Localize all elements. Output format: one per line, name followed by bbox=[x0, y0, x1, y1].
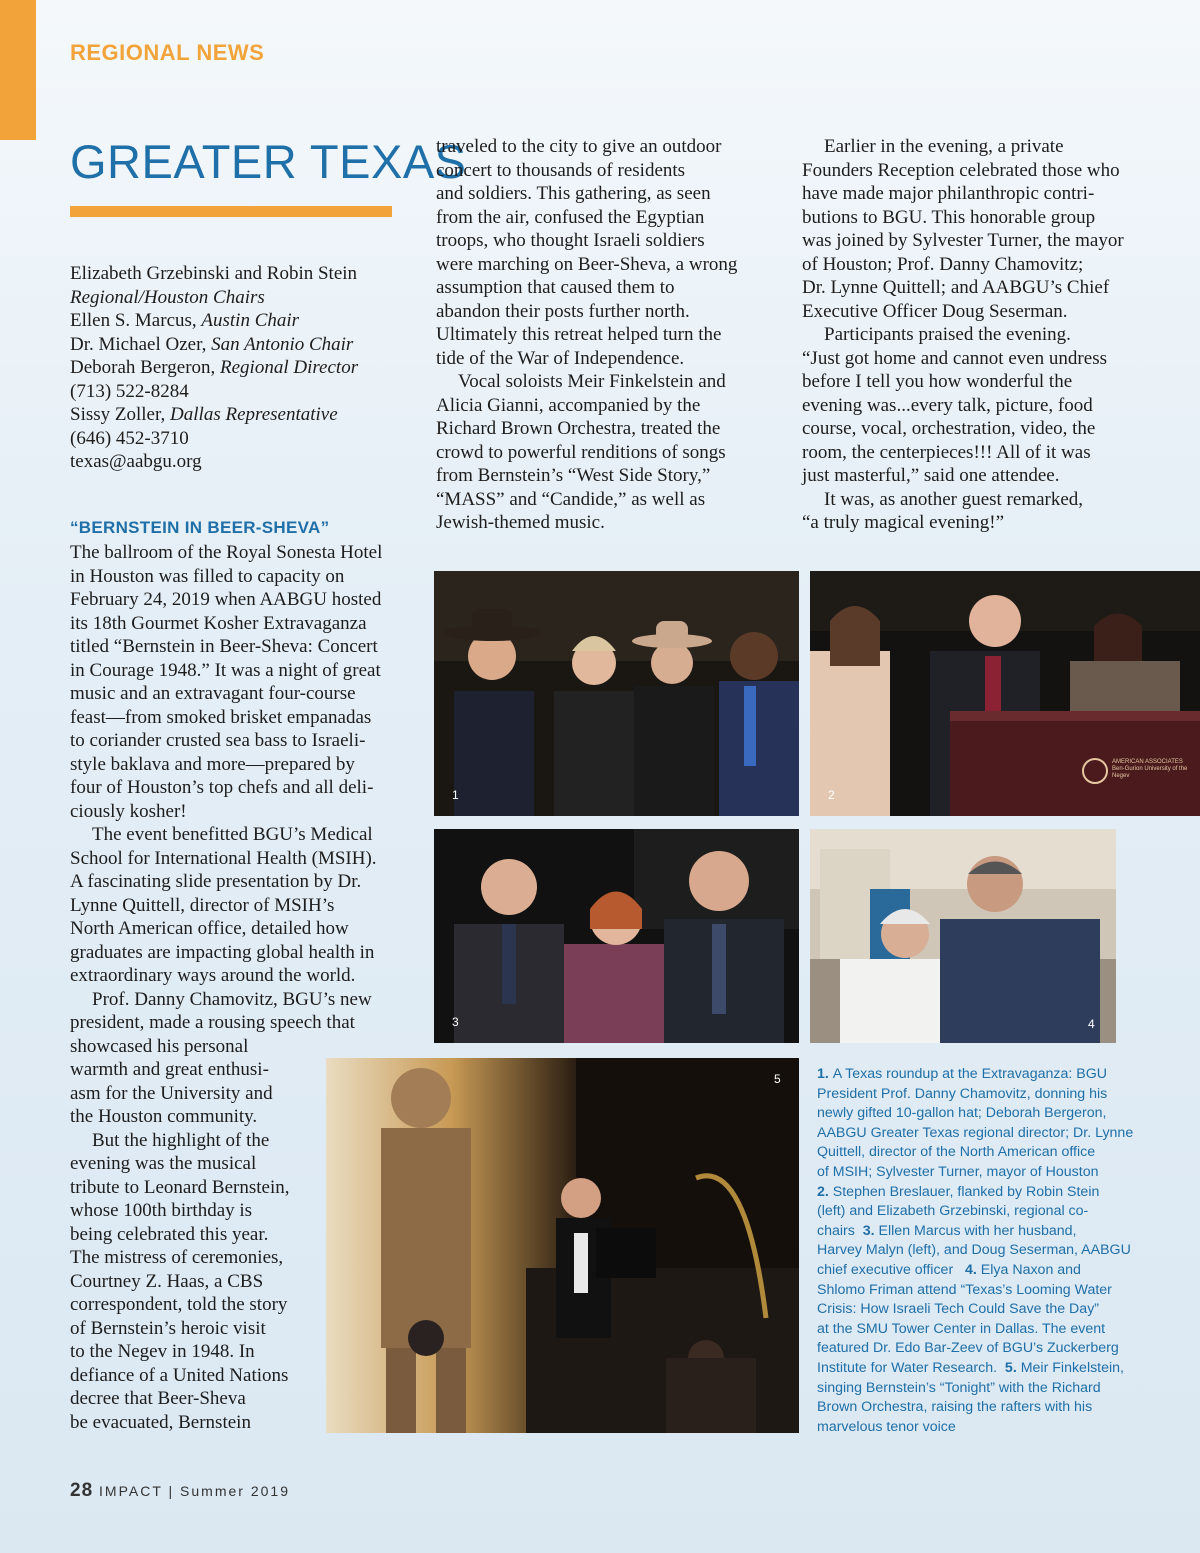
article-line: of Bernstein’s heroic visit bbox=[70, 1317, 266, 1339]
contact-line: (713) 522-8284 bbox=[70, 380, 189, 402]
article-line: from Bernstein’s “West Side Story,” bbox=[436, 465, 711, 486]
article-line: Participants praised the evening. bbox=[824, 324, 1071, 345]
article-line: abandon their posts further north. bbox=[436, 300, 690, 322]
caption-text: Crisis: How Israeli Tech Could Save the Day” bbox=[817, 1301, 1100, 1318]
title-underline bbox=[70, 206, 392, 217]
caption-line bbox=[817, 1163, 1152, 1183]
contact-line: Dr. Michael Ozer, San Antonio Chair bbox=[70, 333, 354, 355]
caption-text: singing Bernstein’s “Tonight” with the Richard bbox=[817, 1379, 1101, 1396]
article-line: have made major philanthropic contri- bbox=[802, 183, 1095, 204]
article-line: style baklava and more—prepared by bbox=[70, 753, 355, 775]
article-line: It was, as another guest remarked, bbox=[824, 488, 1084, 510]
caption-text: marvelous tenor voice bbox=[817, 1418, 956, 1435]
caption-line bbox=[817, 1143, 1152, 1163]
caption-line bbox=[817, 1222, 1152, 1242]
caption-text: chief executive officer bbox=[817, 1261, 954, 1278]
caption-text: President Prof. Danny Chamovitz, donning his bbox=[817, 1085, 1108, 1102]
caption-line bbox=[817, 1281, 1152, 1301]
article-line: was joined by Sylvester Turner, the mayor bbox=[802, 230, 1124, 251]
caption-line bbox=[817, 1261, 1152, 1281]
caption-text: newly gifted 10-gallon hat; Deborah Bergeron, bbox=[817, 1105, 1107, 1122]
article-line: A fascinating slide presentation by Dr. bbox=[70, 871, 362, 892]
article-line: Dr. Lynne Quittell; and AABGU’s Chief bbox=[802, 277, 1110, 298]
article-line: be evacuated, Bernstein bbox=[70, 1411, 251, 1433]
caption-line bbox=[817, 1300, 1152, 1320]
page-footer bbox=[70, 1480, 290, 1502]
article-line: But the highlight of the bbox=[92, 1129, 270, 1151]
photo-number: 4 bbox=[1088, 1017, 1095, 1031]
article-line: Ultimately this retreat helped turn the bbox=[436, 324, 722, 345]
photo-number: 2 bbox=[828, 788, 835, 802]
caption-line bbox=[817, 1339, 1152, 1359]
article-line: Alicia Gianni, accompanied by the bbox=[436, 394, 701, 416]
article-line: Jewish-themed music. bbox=[436, 512, 605, 533]
article-line: room, the centerpieces!!! All of it was bbox=[802, 441, 1091, 463]
contact-email[interactable]: texas@aabgu.org bbox=[70, 451, 202, 472]
article-line: The mistress of ceremonies, bbox=[70, 1247, 284, 1268]
caption-text: Meir Finkelstein, bbox=[1020, 1359, 1125, 1376]
caption-text: featured Dr. Edo Bar-Zeev of BGU’s Zuckerberg bbox=[817, 1340, 1119, 1357]
article-line: president, made a rousing speech that bbox=[70, 1012, 355, 1033]
caption-line bbox=[817, 1065, 1152, 1085]
article-line: assumption that caused them to bbox=[436, 277, 675, 298]
photo-number: 1 bbox=[452, 788, 459, 802]
article-line: before I tell you how wonderful the bbox=[802, 371, 1073, 392]
article-line: asm for the University and bbox=[70, 1082, 273, 1104]
caption-text: Shlomo Friman attend “Texas’s Looming Water bbox=[817, 1281, 1112, 1298]
article-line: whose 100th birthday is bbox=[70, 1200, 253, 1221]
page-title: GREATER TEXAS bbox=[70, 135, 467, 188]
photo-number: 3 bbox=[452, 1015, 459, 1029]
caption-line bbox=[817, 1202, 1152, 1222]
article-line: tribute to Leonard Bernstein, bbox=[70, 1176, 290, 1198]
article-line: in Houston was filled to capacity on bbox=[70, 565, 345, 587]
caption-text: AABGU Greater Texas regional director; Dr. Lynne bbox=[817, 1124, 1134, 1141]
article-line: course, vocal, orchestration, video, the bbox=[802, 418, 1096, 439]
section-label: REGIONAL NEWS bbox=[70, 40, 265, 65]
caption-text: Harvey Malyn (left), and Doug Seserman, AABGU bbox=[817, 1242, 1131, 1259]
article-subhead: “BERNSTEIN IN BEER-SHEVA” bbox=[70, 518, 330, 537]
article-line: decree that Beer-Sheva bbox=[70, 1388, 246, 1409]
caption-text: Brown Orchestra, raising the rafters with his bbox=[817, 1399, 1093, 1416]
caption-line bbox=[817, 1183, 1152, 1203]
caption-number: 2. bbox=[817, 1183, 833, 1200]
article-line: correspondent, told the story bbox=[70, 1294, 288, 1315]
article-line: were marching on Beer-Sheva, a wrong bbox=[436, 253, 738, 275]
article-line: Prof. Danny Chamovitz, BGU’s new bbox=[92, 988, 372, 1010]
caption-text: A Texas roundup at the Extravaganza: BGU bbox=[832, 1066, 1107, 1082]
photo-2-podium bbox=[810, 571, 1200, 816]
caption-text: at the SMU Tower Center in Dallas. The event bbox=[817, 1320, 1106, 1337]
caption-line bbox=[817, 1418, 1152, 1438]
photo-4-smu-event bbox=[810, 829, 1116, 1043]
article-line: Richard Brown Orchestra, treated the bbox=[436, 418, 721, 439]
article-line: evening was...every talk, picture, food bbox=[802, 394, 1093, 416]
article-line: Vocal soloists Meir Finkelstein and bbox=[458, 371, 726, 392]
photo-3-trio bbox=[434, 829, 799, 1043]
article-line: to the Negev in 1948. In bbox=[70, 1341, 255, 1362]
article-line: tide of the War of Independence. bbox=[436, 347, 685, 369]
contact-list bbox=[70, 262, 400, 474]
caption-text: Quittell, director of the North American office bbox=[817, 1144, 1096, 1161]
article-line: music and an extravagant four-course bbox=[70, 683, 356, 704]
article-line: warmth and great enthusi- bbox=[70, 1059, 269, 1080]
caption-line bbox=[817, 1241, 1152, 1261]
article-line: ciously kosher! bbox=[70, 800, 187, 822]
article-line: February 24, 2019 when AABGU hosted bbox=[70, 589, 382, 610]
article-line: extraordinary ways around the world. bbox=[70, 965, 356, 986]
contact-line: Ellen S. Marcus, Austin Chair bbox=[70, 310, 300, 331]
article-line: of Houston; Prof. Danny Chamovitz; bbox=[802, 253, 1084, 275]
article-line: Executive Officer Doug Seserman. bbox=[802, 300, 1068, 322]
contact-line: Regional/Houston Chairs bbox=[70, 286, 265, 308]
article-line: the Houston community. bbox=[70, 1106, 258, 1127]
caption-line bbox=[817, 1359, 1152, 1379]
caption-line bbox=[817, 1379, 1152, 1399]
article-line: “MASS” and “Candide,” as well as bbox=[436, 488, 706, 510]
caption-number: 4. bbox=[953, 1261, 981, 1278]
article-line: to coriander crusted sea bass to Israeli- bbox=[70, 730, 366, 751]
caption-number: 5. bbox=[997, 1359, 1021, 1376]
article-line: defiance of a United Nations bbox=[70, 1364, 289, 1386]
article-line: butions to BGU. This honorable group bbox=[802, 206, 1096, 228]
caption-line bbox=[817, 1104, 1152, 1124]
article-line: crowd to powerful renditions of songs bbox=[436, 441, 726, 463]
podium-logo-text: AMERICAN ASSOCIATES Ben-Gurion University of the Negev bbox=[1112, 759, 1188, 779]
article-line: Courtney Z. Haas, a CBS bbox=[70, 1270, 264, 1292]
article-line: its 18th Gourmet Kosher Extravaganza bbox=[70, 612, 367, 634]
page-number: 28 bbox=[70, 1480, 94, 1501]
caption-line bbox=[817, 1124, 1152, 1144]
article-line: just masterful,” said one attendee. bbox=[802, 465, 1060, 486]
caption-text: (left) and Elizabeth Grzebinski, regional co- bbox=[817, 1203, 1089, 1220]
article-line: graduates are impacting global health in bbox=[70, 941, 375, 963]
article-line: evening was the musical bbox=[70, 1153, 257, 1174]
article-line: “a truly magical evening!” bbox=[802, 512, 1005, 533]
article-line: School for International Health (MSIH). bbox=[70, 847, 377, 869]
article-line: in Courage 1948.” It was a night of great bbox=[70, 659, 381, 681]
article-line: titled “Bernstein in Beer-Sheva: Concert bbox=[70, 636, 378, 657]
caption-number: 1. bbox=[817, 1066, 833, 1082]
article-column-2 bbox=[436, 135, 776, 535]
article-line: being celebrated this year. bbox=[70, 1223, 269, 1245]
contact-line: (646) 452-3710 bbox=[70, 427, 189, 449]
article-line: The ballroom of the Royal Sonesta Hotel bbox=[70, 542, 383, 563]
photo-captions bbox=[817, 1065, 1152, 1437]
contact-line: Sissy Zoller, Dallas Representative bbox=[70, 404, 338, 425]
caption-text: of MSIH; Sylvester Turner, mayor of Houston bbox=[817, 1163, 1099, 1180]
article-line: “Just got home and cannot even undress bbox=[802, 347, 1107, 369]
caption-line bbox=[817, 1085, 1152, 1105]
article-line: showcased his personal bbox=[70, 1035, 249, 1057]
caption-text: Ellen Marcus with her husband, bbox=[878, 1222, 1077, 1239]
caption-text: Elya Naxon and bbox=[980, 1261, 1081, 1278]
article-line: North American office, detailed how bbox=[70, 918, 349, 939]
article-line: troops, who thought Israeli soldiers bbox=[436, 230, 705, 251]
article-line: and soldiers. This gathering, as seen bbox=[436, 183, 711, 204]
article-line: Earlier in the evening, a private bbox=[824, 136, 1064, 157]
photo-5-concert bbox=[326, 1058, 799, 1433]
caption-line bbox=[817, 1398, 1152, 1418]
orange-edge-tab bbox=[0, 0, 36, 140]
photo-number: 5 bbox=[774, 1072, 781, 1086]
caption-number: 3. bbox=[854, 1222, 879, 1239]
caption-text: chairs bbox=[817, 1222, 855, 1239]
article-line: traveled to the city to give an outdoor bbox=[436, 136, 722, 157]
contact-line: Elizabeth Grzebinski and Robin Stein bbox=[70, 263, 358, 284]
photo-1-group-with-hats bbox=[434, 571, 799, 816]
caption-text: Stephen Breslauer, flanked by Robin Stein bbox=[832, 1183, 1100, 1200]
article-line: Founders Reception celebrated those who bbox=[802, 159, 1120, 181]
article-line: The event benefitted BGU’s Medical bbox=[92, 824, 373, 845]
publication-info: IMPACT | Summer 2019 bbox=[99, 1483, 290, 1499]
article-line: four of Houston’s top chefs and all deli- bbox=[70, 777, 374, 798]
contact-line: Deborah Bergeron, Regional Director bbox=[70, 357, 359, 378]
article-line: feast—from smoked brisket empanadas bbox=[70, 706, 372, 728]
caption-line bbox=[817, 1320, 1152, 1340]
article-column-3 bbox=[802, 135, 1152, 535]
article-line: Lynne Quittell, director of MSIH’s bbox=[70, 894, 335, 916]
article-line: concert to thousands of residents bbox=[436, 159, 686, 181]
article-line: from the air, confused the Egyptian bbox=[436, 206, 705, 228]
caption-text: Institute for Water Research. bbox=[817, 1359, 998, 1376]
